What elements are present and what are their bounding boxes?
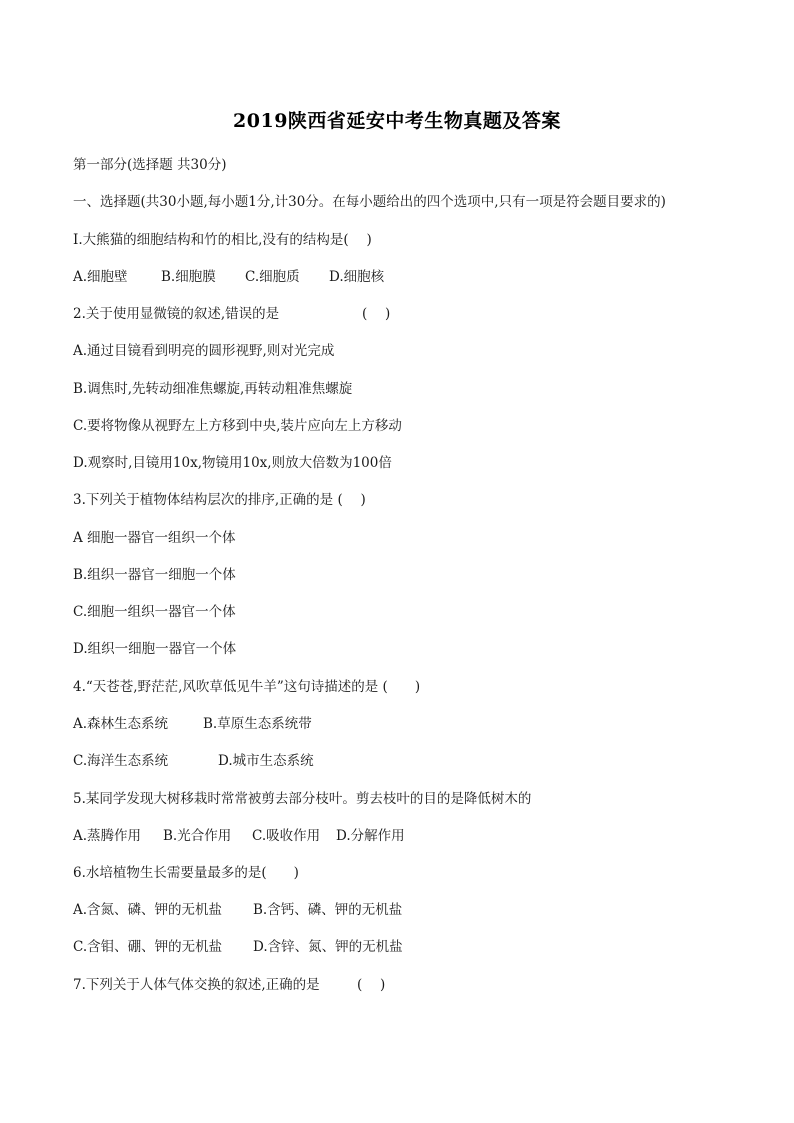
question-7-stem: 7.下列关于人体气体交换的叙述,正确的是 bbox=[73, 977, 320, 993]
question-2-answer-paren: ( ) bbox=[362, 306, 391, 322]
question-1-stem: I.大熊猫的细胞结构和竹的相比,没有的结构是( ) bbox=[73, 232, 372, 248]
question-5-option-c: C.吸收作用 bbox=[252, 828, 321, 844]
question-5-option-d: D.分解作用 bbox=[336, 828, 405, 844]
part-heading: 第一部分(选择题 共30分) bbox=[73, 157, 227, 173]
question-4-option-b: B.草原生态系统带 bbox=[203, 716, 312, 732]
question-1-option-c: C.细胞质 bbox=[245, 269, 300, 285]
question-4-option-d: D.城市生态系统 bbox=[218, 753, 314, 769]
question-1-option-a: A.细胞壁 bbox=[73, 269, 128, 285]
question-6-option-d: D.含锌、氮、钾的无机盐 bbox=[253, 939, 403, 955]
question-4-option-a: A.森林生态系统 bbox=[73, 716, 169, 732]
question-6-stem: 6.水培植物生长需要量最多的是( ) bbox=[73, 865, 299, 881]
question-4-stem: 4.“天苍苍,野茫茫,风吹草低见牛羊”这句诗描述的是 ( ) bbox=[73, 679, 421, 695]
question-6-option-a: A.含氮、磷、钾的无机盐 bbox=[73, 902, 223, 918]
question-3-option-c: C.细胞一组织一器官一个体 bbox=[73, 604, 236, 620]
question-3-option-d: D.组织一细胞一器官一个体 bbox=[73, 641, 237, 657]
section-instructions: 一、选择题(共30小题,每小题1分,计30分。在每小题给出的四个选项中,只有一项是符会题目要求的) bbox=[73, 194, 666, 210]
question-3-option-a: A 细胞一器官一组织一个体 bbox=[73, 530, 236, 546]
question-2-stem: 2.关于使用显微镜的叙述,错误的是 bbox=[73, 306, 280, 322]
document-title: 2019陕西省延安中考生物真题及答案 bbox=[233, 110, 561, 132]
question-2-option-b: B.调焦时,先转动细准焦螺旋,再转动粗准焦螺旋 bbox=[73, 381, 353, 397]
question-5-stem: 5.某同学发现大树移栽时常常被剪去部分枝叶。剪去枝叶的目的是降低树木的 bbox=[73, 791, 532, 807]
question-5-option-b: B.光合作用 bbox=[163, 828, 232, 844]
question-2-option-a: A.通过目镜看到明亮的圆形视野,则对光完成 bbox=[73, 343, 335, 359]
question-3-stem: 3.下列关于植物体结构层次的排序,正确的是 ( ) bbox=[73, 492, 366, 508]
question-2-option-c: C.要将物像从视野左上方移到中央,装片应向左上方移动 bbox=[73, 418, 402, 434]
question-7-stem-row bbox=[73, 976, 386, 1048]
question-7-answer-paren: ( ) bbox=[357, 977, 386, 993]
question-4-option-c: C.海洋生态系统 bbox=[73, 753, 169, 769]
question-6-option-c: C.含钼、硼、钾的无机盐 bbox=[73, 939, 223, 955]
question-5-option-a: A.蒸腾作用 bbox=[73, 828, 142, 844]
question-3-option-b: B.组织一器官一细胞一个体 bbox=[73, 567, 236, 583]
question-2-option-d: D.观察时,目镜用10x,物镜用10x,则放大倍数为100倍 bbox=[73, 455, 392, 471]
question-1-option-d: D.细胞核 bbox=[329, 269, 385, 285]
question-1-option-b: B.细胞膜 bbox=[161, 269, 216, 285]
question-6-option-b: B.含钙、磷、钾的无机盐 bbox=[253, 902, 403, 918]
